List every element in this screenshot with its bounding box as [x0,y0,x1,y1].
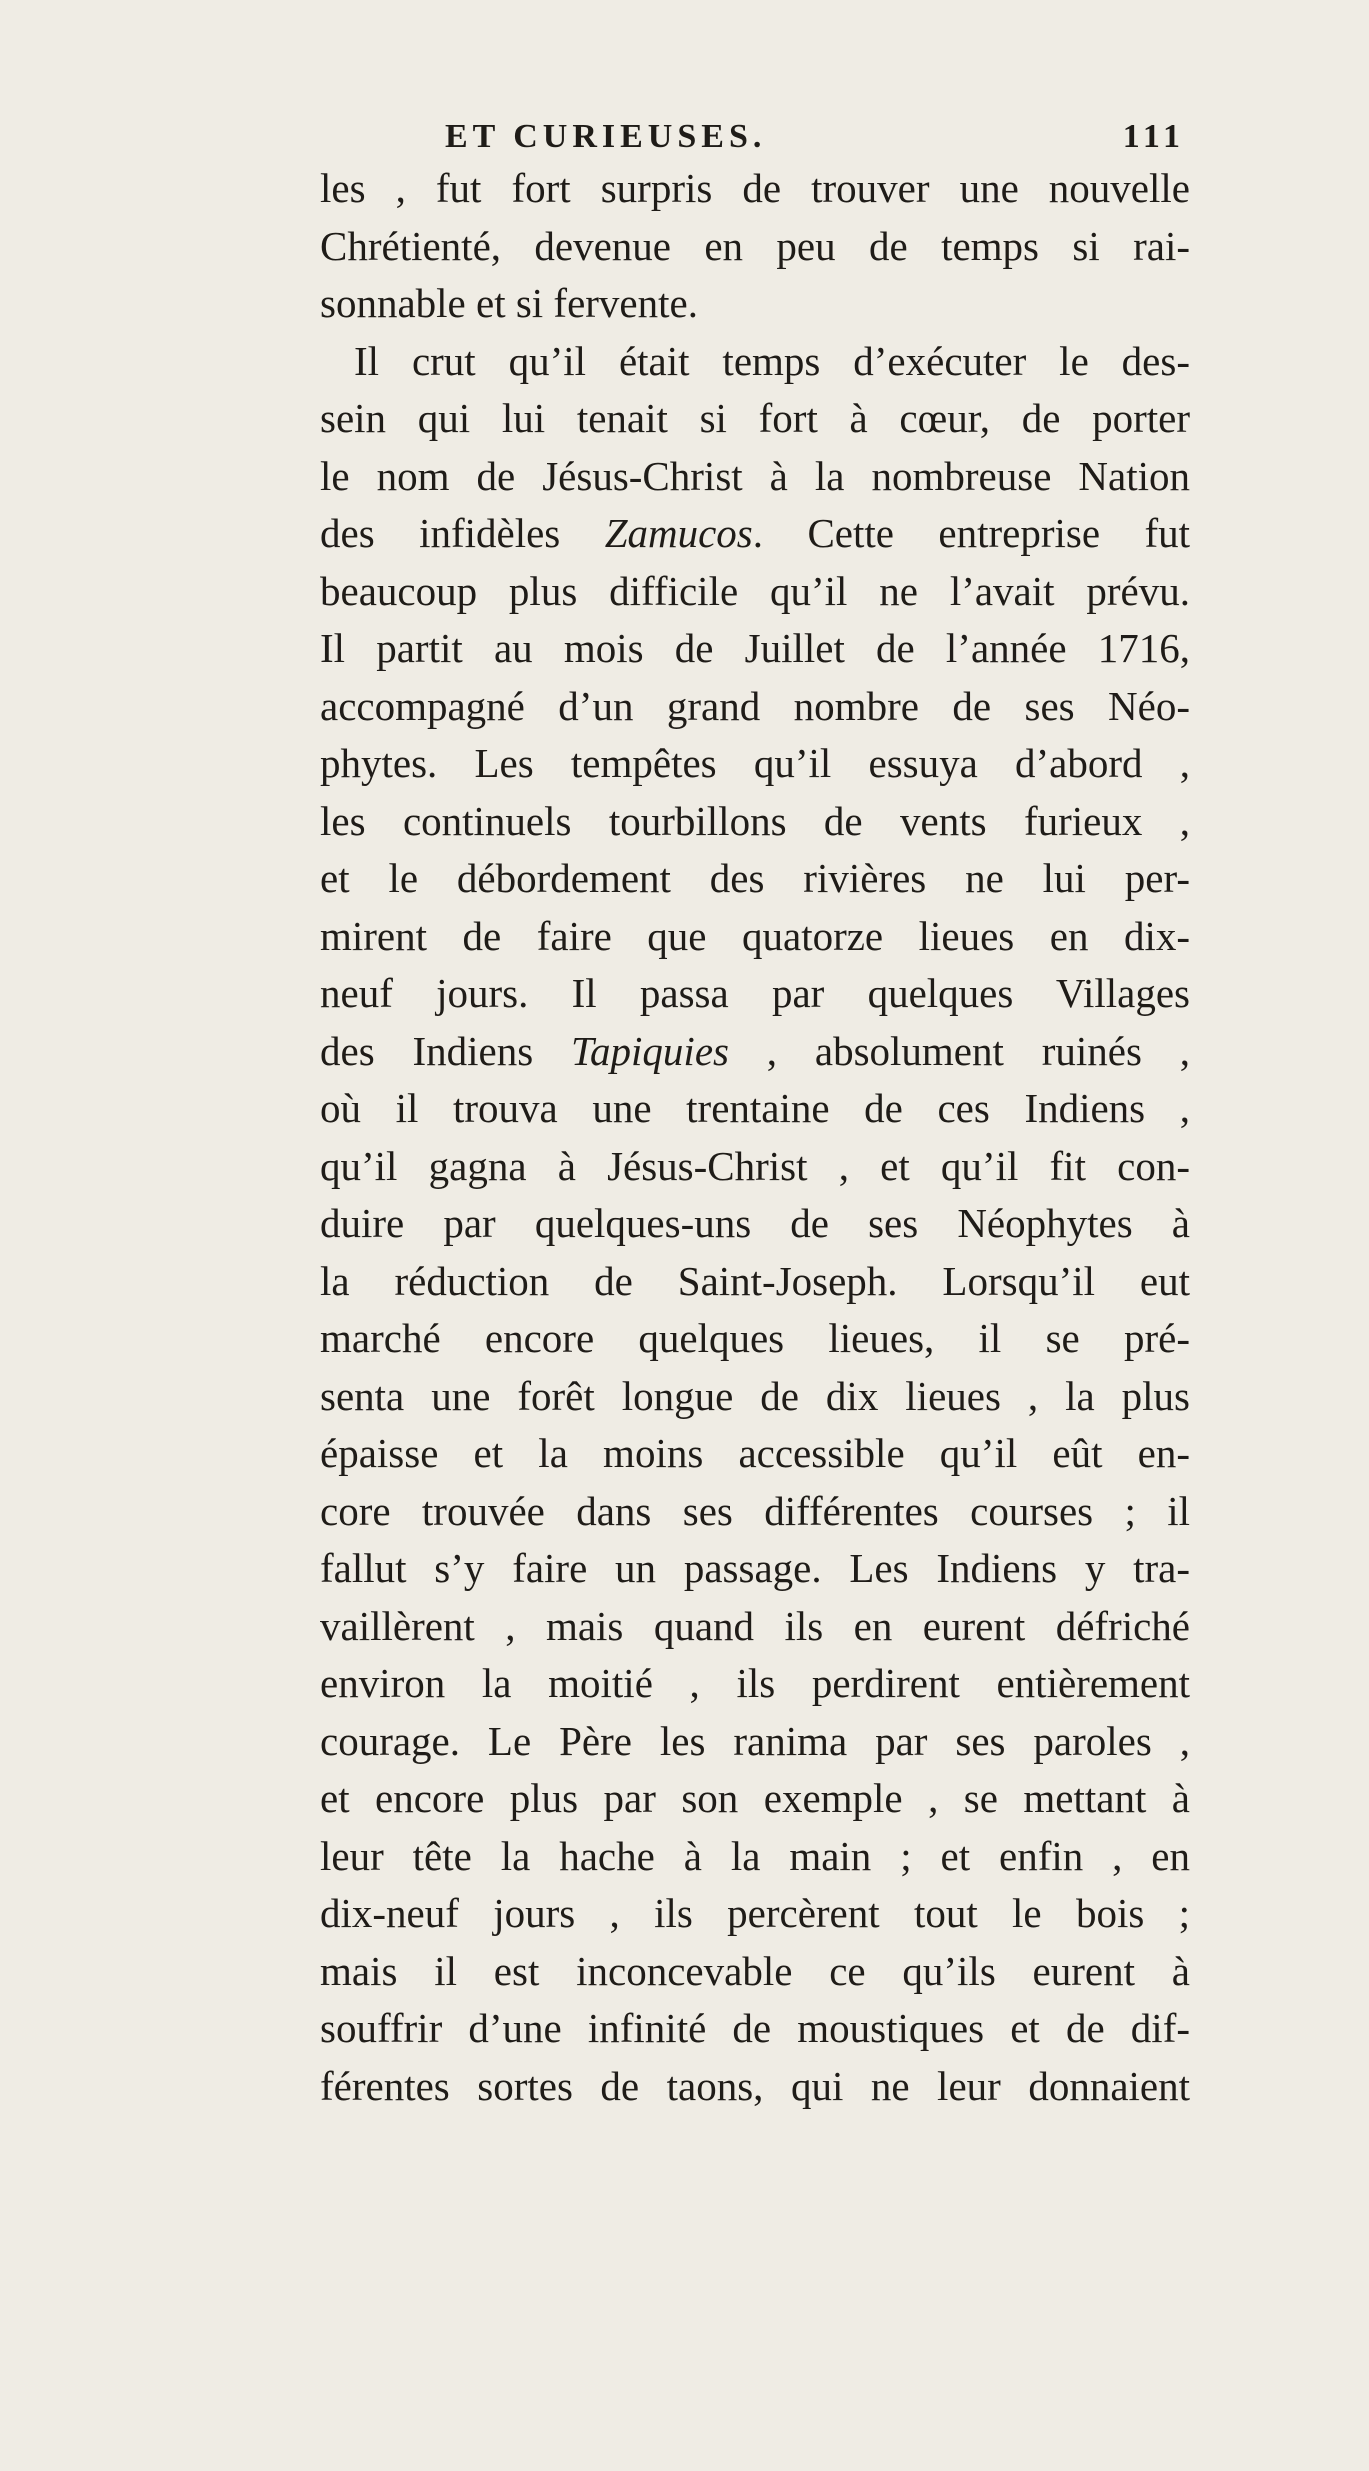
text-line: leur tête la hache à la main ; et enfin , en [320,1832,1190,1879]
text-line: fallut s’y faire un passage. Les Indiens y tra- [320,1545,1190,1591]
text-line: qu’il gagna à Jésus-Christ , et qu’il fit con- [320,1142,1190,1189]
text-line: neuf jours. Il passa par quelques Villages [320,970,1190,1016]
text-line: souffrir d’une infinité de moustiques et de dif- [320,2005,1190,2051]
text-line: mirent de faire que quatorze lieues en dix- [320,912,1190,959]
text-line: les continuels tourbillons de vents furieux , [320,797,1190,844]
text-line: et le débordement des rivières ne lui per- [320,855,1190,901]
text-line: la réduction de Saint-Joseph. Lorsqu’il eut [320,1257,1190,1304]
running-head [365,118,1185,158]
italic-name: Zamucos [604,510,753,556]
text-line: accompagné d’un grand nombre de ses Néo- [320,682,1190,729]
text-line: marché encore quelques lieues, il se pré- [320,1315,1190,1361]
text-line: mais il est inconcevable ce qu’ils eurent à [320,1947,1190,1994]
text-line: des Indiens Tapiquies , absolument ruinés , [320,1027,1190,1074]
italic-name: Tapiquies [571,1027,729,1074]
text-line: sonnable et si fervente. [320,280,698,326]
text-line: férentes sortes de taons, qui ne leur donnaient [320,2062,1190,2109]
text-line: et encore plus par son exemple , se mettant à [320,1775,1190,1821]
text-line: phytes. Les tempêtes qu’il essuya d’abord , [320,740,1190,786]
text-line: Il partit au mois de Juillet de l’année 1716, [320,625,1190,671]
page-number: 111 [1122,118,1185,155]
running-title: ET CURIEUSES. [445,118,767,155]
text-line: où il trouva une trentaine de ces Indiens , [320,1085,1190,1131]
text-line: environ la moitié , ils perdirent entièrement [320,1660,1190,1706]
text-line: beaucoup plus difficile qu’il ne l’avait prévu. [320,567,1190,614]
text-line: vaillèrent , mais quand ils en eurent défriché [320,1602,1190,1649]
text-line: le nom de Jésus-Christ à la nombreuse Nation [320,452,1190,499]
text-line: Il crut qu’il était temps d’exécuter le des- [354,337,1190,384]
text-line: des infidèles Zamucos. Cette entreprise fut [320,510,1190,556]
text-line: senta une forêt longue de dix lieues , la plus [320,1372,1190,1419]
text-line: core trouvée dans ses différentes courses ; il [320,1487,1190,1534]
body-text [320,160,1190,2115]
text-line: courage. Le Père les ranima par ses paroles , [320,1717,1190,1764]
text-line: les , fut fort surpris de trouver une nouvelle [320,165,1190,211]
text-line: dix-neuf jours , ils percèrent tout le bois ; [320,1890,1190,1936]
text-line: Chrétienté, devenue en peu de temps si rai- [320,222,1190,269]
text-line: épaisse et la moins accessible qu’il eût en- [320,1430,1190,1476]
text-line: sein qui lui tenait si fort à cœur, de porter [320,395,1190,441]
text-line: duire par quelques-uns de ses Néophytes à [320,1200,1190,1246]
